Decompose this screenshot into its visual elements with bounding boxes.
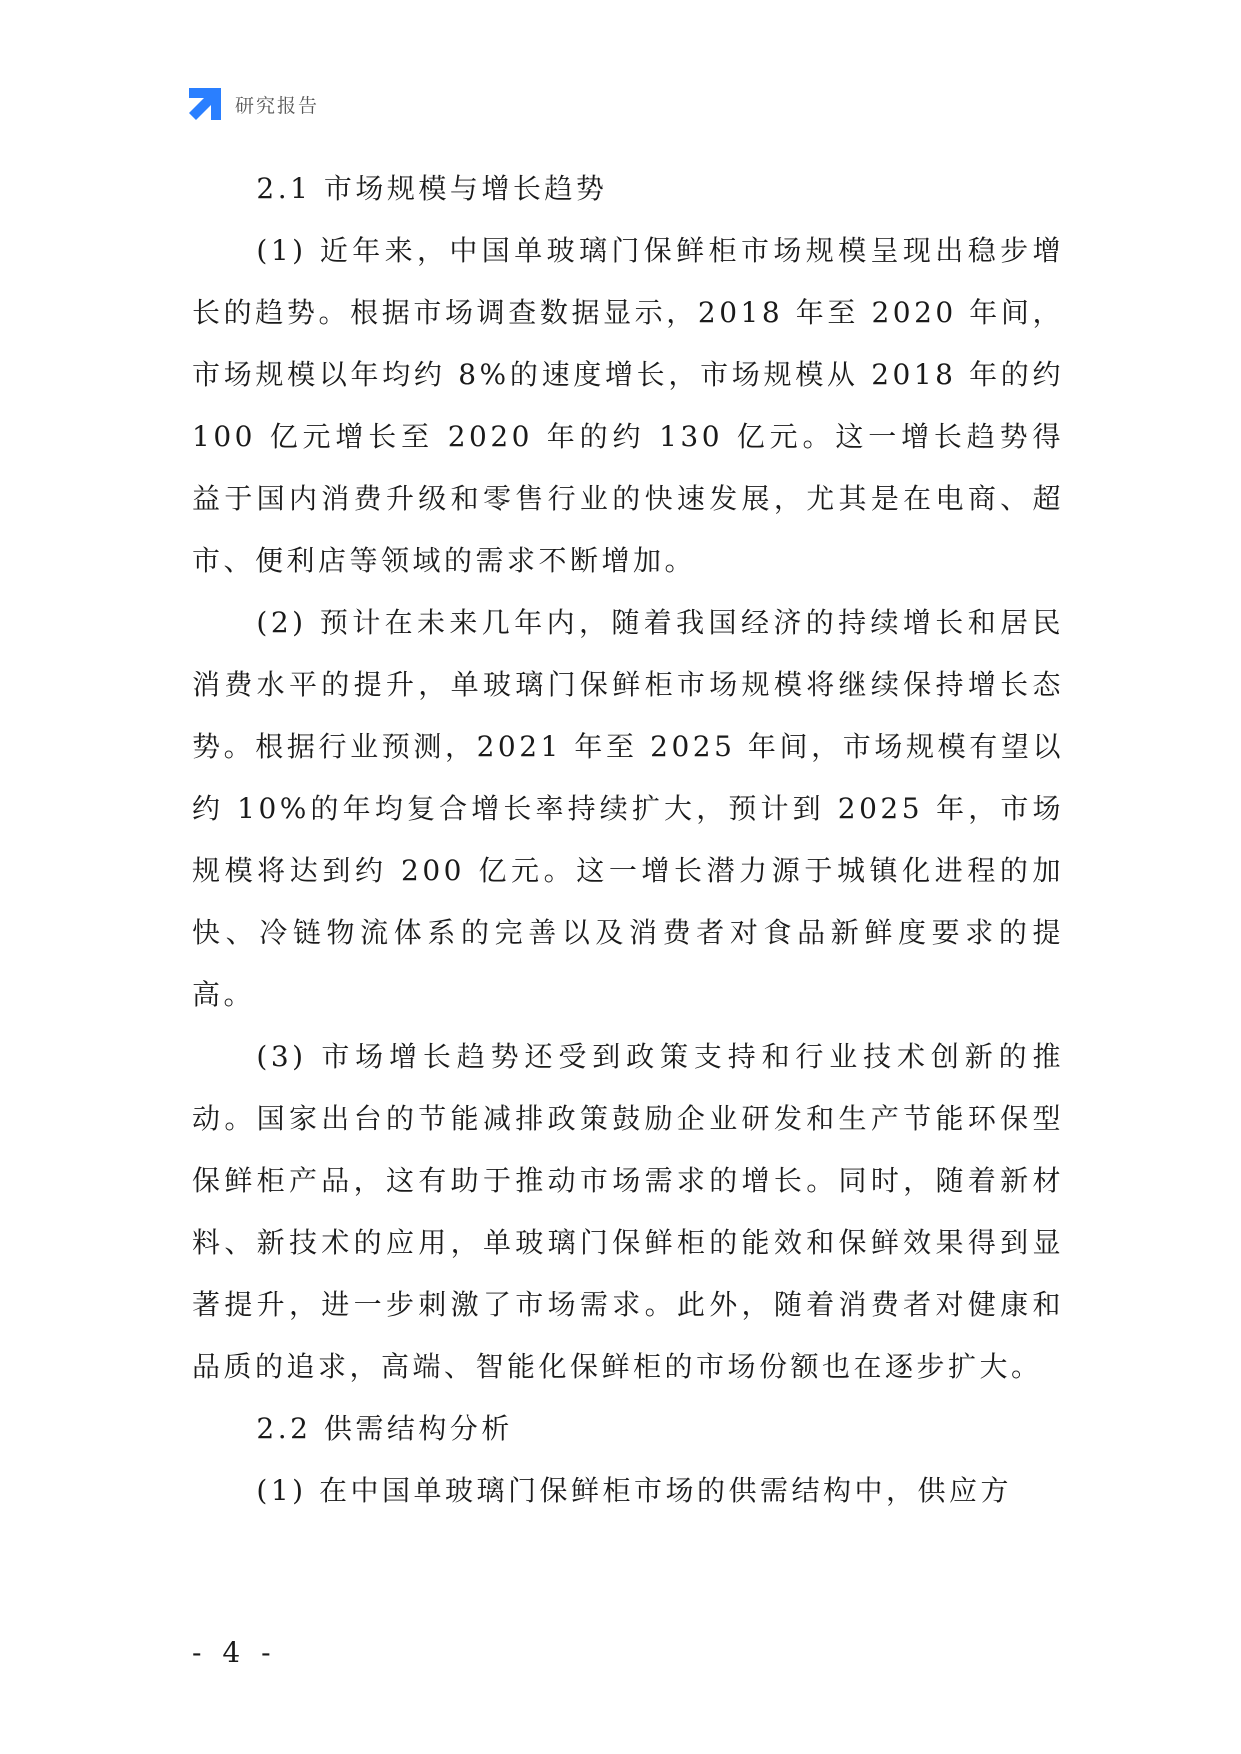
document-body (192, 158, 1064, 1522)
paragraph: (1) 近年来，中国单玻璃门保鲜柜市场规模呈现出稳步增长的趋势。根据市场调查数据显示，2018 年至 2020 年间，市场规模以年均约 8%的速度增长，市场规模从 2018 年的约 100 亿元增长至 2020 年的约 130 亿元。这一增长趋势得益于国内消费升级和零售行业的快速发展，尤其是在电商、超市、便利店等领域的需求不断增加。 (192, 234, 1064, 577)
arrow-logo-icon (189, 88, 221, 120)
report-header (189, 86, 319, 122)
header-title: 研究报告 (235, 94, 320, 117)
page-number: - 4 - (192, 1636, 277, 1669)
paragraph: (1) 在中国单玻璃门保鲜柜市场的供需结构中，供应方 (256, 1474, 1012, 1507)
paragraph: (3) 市场增长趋势还受到政策支持和行业技术创新的推动。国家出台的节能减排政策鼓励企业研发和生产节能环保型保鲜柜产品，这有助于推动市场需求的增长。同时，随着新材料、新技术的应用，单玻璃门保鲜柜的能效和保鲜效果得到显著提升，进一步刺激了市场需求。此外，随着消费者对健康和品质的追求，高端、智能化保鲜柜的市场份额也在逐步扩大。 (192, 1040, 1064, 1383)
section-heading-2-2: 2.2 供需结构分析 (256, 1412, 513, 1445)
section-heading-2-1: 2.1 市场规模与增长趋势 (256, 172, 608, 205)
paragraph: (2) 预计在未来几年内，随着我国经济的持续增长和居民消费水平的提升，单玻璃门保鲜柜市场规模将继续保持增长态势。根据行业预测，2021 年至 2025 年间，市场规模有望以约 10%的年均复合增长率持续扩大，预计到 2025 年，市场规模将达到约 200 亿元。这一增长潜力源于城镇化进程的加快、冷链物流体系的完善以及消费者对食品新鲜度要求的提高。 (192, 606, 1064, 1011)
